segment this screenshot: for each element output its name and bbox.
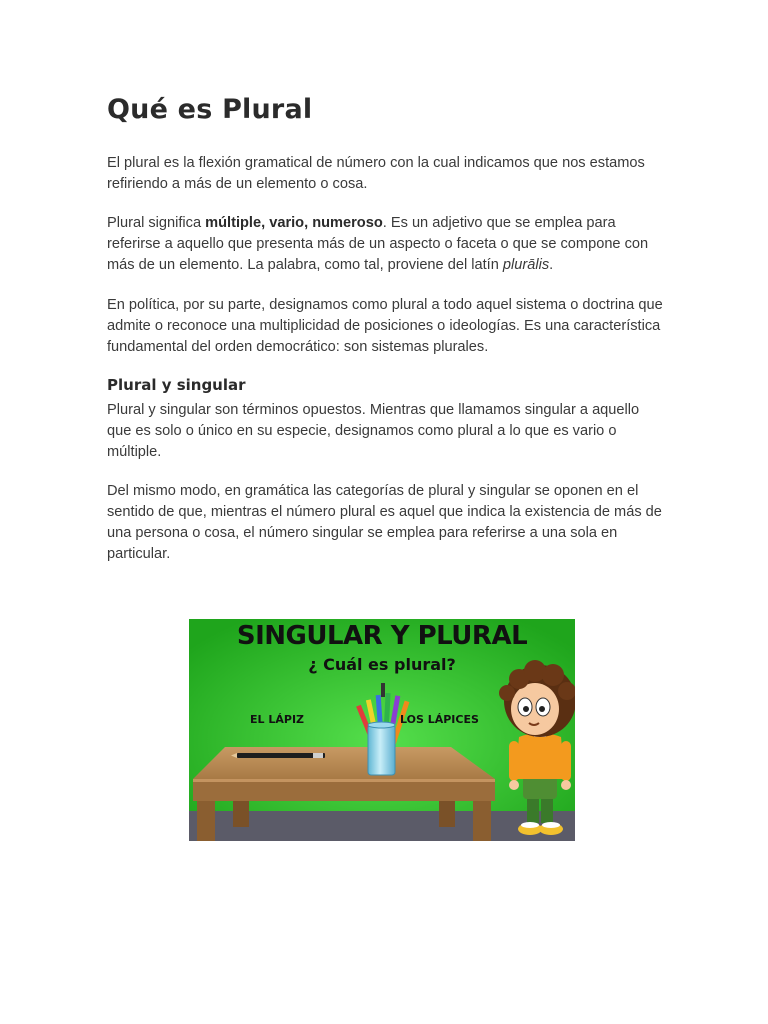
paragraph-meaning (107, 213, 665, 276)
paragraph-meaning-text-a: Plural significa (107, 215, 206, 231)
illustration-question: ¿ Cuál es plural? (308, 655, 456, 674)
paragraph-meaning-text-c: . (549, 257, 554, 273)
paragraph-meaning-bold: múltiple, vario, numeroso (205, 215, 383, 231)
label-singular: EL LÁPIZ (250, 713, 305, 726)
paragraph-politics: En política, por su parte, designamos como plural a todo aquel sistema o doctrina que admite o reconoce una multiplicidad de posiciones o ideologías. Es una característica fundamental del orden democrático: son sistemas plurales. (107, 297, 663, 355)
pencil-cup (368, 722, 395, 775)
illustration-title: SINGULAR Y PLURAL (236, 621, 528, 651)
section-heading: Plural y singular (107, 376, 246, 394)
singular-plural-illustration (189, 619, 575, 841)
illustration-scene (189, 619, 575, 841)
label-plural: LOS LÁPICES (400, 713, 479, 726)
paragraph-meaning-italic: plurālis (502, 257, 550, 273)
single-pencil (231, 753, 325, 758)
paragraph-definition: El plural es la flexión gramatical de número con la cual indicamos que nos estamos refiriendo a más de un elemento o cosa. (107, 155, 645, 192)
paragraph-grammar: Del mismo modo, en gramática las categorías de plural y singular se oponen en el sentido de que, mientras el número plural es aquel que indica la existencia de más de una persona o cosa, el número singular se emplea para referirse a una sola en particular. (107, 483, 662, 562)
paragraph-opposites: Plural y singular son términos opuestos. Mientras que llamamos singular a aquello que es solo o único en su especie, designamos como plural a lo que es vario o múltiple. (107, 402, 640, 460)
page-title: Qué es Plural (107, 94, 313, 125)
paragraph-meaning-text-b: . Es un adjetivo que se emplea para referirse a aquello que presenta más de un aspecto o faceta o que se compone con más de un elemento. La palabra, como tal, proviene del latín (107, 215, 649, 273)
